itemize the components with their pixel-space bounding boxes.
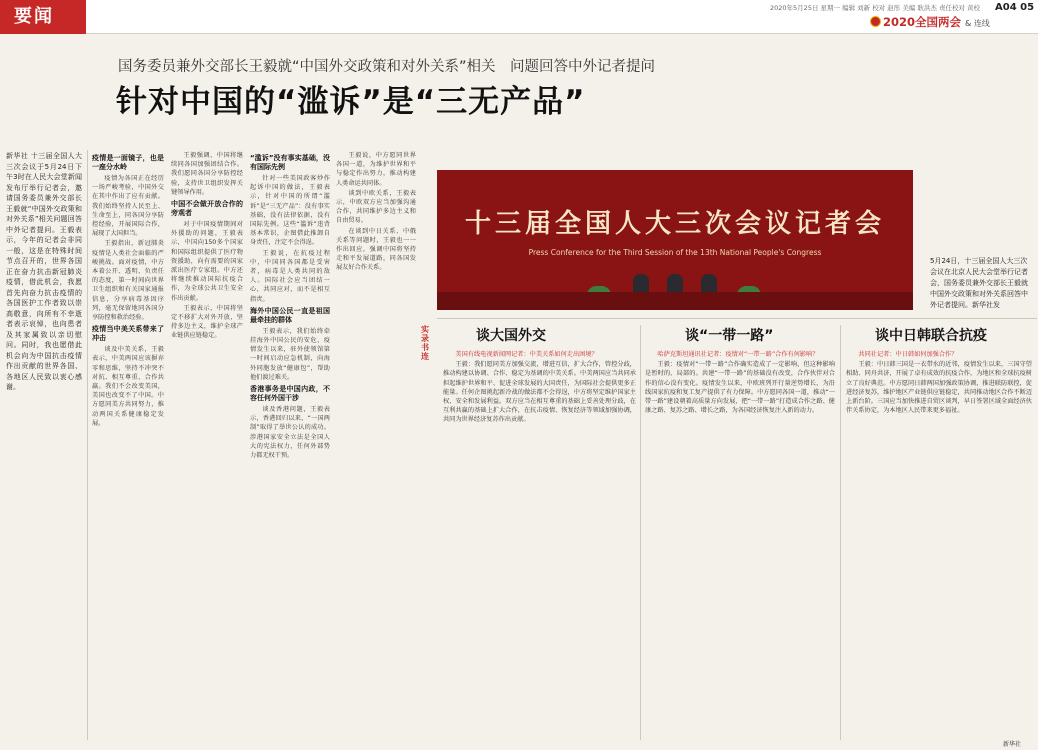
paragraph: 针对一些美国政客炒作起诉中国的做法，王毅表示，针对中国的所谓“滥诉”是“三无产品”：没有事实基础，没有法律依据，没有国际先例。这些“滥诉”违背基本常识，企图借此推卸自身责任，注定不会得逞。	[250, 175, 330, 247]
section-heading: 疫情是一面镜子，也是一座分水岭	[92, 154, 164, 171]
badge-sub: & 连线	[965, 19, 990, 28]
paragraph: 谈到中欧关系，王毅表示，中欧双方应当加强沟通合作，共同维护多边主义和自由贸易。	[336, 189, 416, 225]
section-heading: “滥诉”没有事实基础，没有国际先例	[250, 154, 330, 171]
paragraph: 谈及中美关系，王毅表示，中美两国应该摒弃零和思维，坚持不冲突不对抗、相互尊重、合作共赢。我们不会改变美国，美国也改变不了中国。中方愿同美方共同努力，推动两国关系健康稳定发展。	[92, 346, 164, 427]
box-divider	[840, 325, 841, 740]
paragraph: 谈及香港问题，王毅表示，香港回归以来，“一国两制”取得了举世公认的成功。涉港国家安全立法是全国人大的宪法权力，任何外部势力都无权干预。	[250, 406, 330, 460]
paragraph: 在谈到中日关系、中俄关系等问题时，王毅也一一作出回应，强调中国将坚持走和平发展道路，同各国发展友好合作关系。	[336, 227, 416, 272]
photo-title-cn: 十三届全国人大三次会议记者会	[464, 209, 885, 239]
page-number: A04 05	[995, 2, 1035, 13]
paragraph: 对于中国疫情期间对外援助的问题，王毅表示，中国向150多个国家和国际组织提供了医疗物资援助，向有需要的国家派出医疗专家组。中方还将继续推动国际抗疫合作，为全球公共卫生安全作出贡献。	[171, 221, 243, 302]
date-line: 2020年5月25日 星期一 编辑 刘新 校对 赵彤 美编 耿洪杰 责任校对 黄校	[770, 4, 981, 12]
speaker-table	[437, 292, 913, 310]
question: 共同社记者：中日韩如何加强合作？	[858, 351, 958, 358]
paragraph: 王毅说，在抗疫过程中，中国同各国都是受害者，病毒是人类共同的敌人。国际社会应当团结一心，共同应对，而不是相互指责。	[250, 249, 330, 303]
box-title-belt-road: 谈“一带一路”	[685, 328, 774, 344]
paragraph: 王毅表示，中国将坚定不移扩大对外开放，坚持多边主义，维护全球产业链供应链稳定。	[171, 304, 243, 340]
box-title-major-country: 谈大国外交	[476, 328, 546, 344]
box-title-cjk: 谈中日韩联合抗疫	[875, 328, 987, 344]
reporter-credit: 新华社	[1003, 741, 1022, 748]
article-headline: 针对中国的“滥诉”是“三无产品”	[116, 84, 586, 120]
paragraph: 王毅表示，我们始终牵挂海外中国公民的安危，疫情发生以来，驻外使领馆第一时间启动应急机制，向海外同胞发放“健康包”，帮助他们渡过难关。	[250, 327, 330, 381]
article-column-2	[171, 151, 243, 741]
two-sessions-badge: 2020全国两会 & 连线	[870, 14, 990, 30]
paragraph: 王毅说，中方愿同世界各国一道，为维护世界和平与稳定作出努力，推动构建人类命运共同体。	[336, 152, 416, 187]
question: 哈萨克斯坦通讯社记者：疫情对“一带一路”合作有何影响？	[657, 351, 819, 358]
section-heading: 中国不会做开放合作的旁观者	[171, 200, 243, 218]
column-divider	[87, 150, 88, 740]
answer: 王毅：疫情对“一带一路”合作确实造成了一定影响，但这种影响是暂时的、局部的。共建“一带一路”的基础没有改变，合作伙伴对合作的信心没有变化。疫情发生以来，中欧班列开行量逆势增长，为沿线国家抗疫和复工复产提供了有力保障。中方愿同各国一道，推动“一带一路”建设朝着高质量方向发展，把“一带一路”打造成合作之路、健康之路、复苏之路、增长之路，为各国经济恢复注入新的动力。	[645, 361, 835, 415]
vertical-label: 实录书连	[421, 325, 429, 361]
article-column-4	[336, 151, 416, 741]
answer: 王毅：中日韩三国是一衣带水的近邻，疫情发生以来，三国守望相助、同舟共济，开展了卓有成效的抗疫合作，为地区和全球抗疫树立了良好典范。中方愿同日韩两国加强政策协调，推进联防联控，促进经济复苏，维护地区产业链供应链稳定，共同推动地区合作不断迈上新台阶。三国应当加快推进自贸区谈判，早日签署区域全面经济伙伴关系协定，为本地区人民带来更多福祉。	[846, 361, 1032, 415]
paragraph: 王毅强调，中国将继续同各国加强团结合作。我们愿同各国分享防控经验，支持世卫组织发挥关键领导作用。	[171, 152, 243, 196]
box-text-belt-road	[645, 350, 835, 740]
section-heading: 海外中国公民一直是祖国最牵挂的群体	[250, 306, 330, 324]
photo-title-en: Press Conference for the Third Session of the 13th National People's Congress	[528, 248, 822, 257]
photo-caption: 5月24日，十三届全国人大三次会议在北京人民大会堂举行记者会，国务委员兼外交部长王毅就中国外交政策和对外关系回答中外记者提问。新华社发	[930, 257, 1028, 309]
answer: 王毅：我们愿同美方加强交流，增进互信，扩大合作，管控分歧，推动构建以协调、合作、稳定为基调的中美关系。中美两国应当共同承担起维护世界和平、促进全球发展的大国责任，为国际社会提供更多正能量。任何企图挑起新冷战的做法都不会得逞，中方将坚定维护国家主权、安全和发展利益。双方应当在相互尊重的基础上妥善处理分歧，在互利共赢的基础上扩大合作，在抗击疫情、恢复经济等领域加强协调，共同为世界经济复苏作出贡献。	[443, 361, 636, 424]
section-heading: 疫情当中美关系带来了冲击	[92, 325, 164, 343]
paragraph: 王毅指出，新冠肺炎疫情是人类社会面临的严峻挑战。面对疫情，中方本着公开、透明、负责任的态度，第一时间向世界卫生组织和有关国家通报信息，分享病毒基因序列，毫无保留地同各国分享防控和救治经验。	[92, 240, 164, 322]
press-conference-photo	[437, 170, 913, 310]
article-lede: 新华社 十三届全国人大三次会议于5月24日下午3时在人民大会堂新闻发布厅举行记者会，邀请国务委员兼外交部长王毅就“中国外交政策和对外关系”相关问题回答中外记者提问。王毅表示，今年的记者会非同一般，这是在特殊时间节点召开的，世界各国正在奋力抗击新冠肺炎疫情，借此机会，我愿首先向奋力抗击疫情的各国医护工作者致以崇高敬意，向所有不幸逝者表示哀悼，也向患者及其家属致以亲切慰问。同时，我也愿借此机会向为中国抗击疫情作出贡献的世界各国、各地区人民致以衷心感谢。	[6, 152, 82, 391]
box-text-major-country	[443, 350, 636, 740]
article-column-1	[92, 151, 164, 741]
masthead-bar	[0, 0, 1038, 34]
paragraph: 疫情为各国正在经历一场严峻考验，中国外交在其中作出了应有贡献。我们始终坚持人民至上、生命至上，同各国分享防控经验，开展国际合作，展现了大国担当。	[92, 175, 164, 238]
section-heading: 香港事务是中国内政，不容任何外国干涉	[250, 385, 330, 403]
question: 美国有线电视新闻网记者：中美关系如何走出困境？	[455, 351, 598, 358]
article-column-3	[250, 151, 330, 741]
box-divider	[640, 325, 641, 740]
section-tag: 要闻	[0, 0, 86, 34]
box-text-cjk	[846, 350, 1032, 735]
box-top-rule	[437, 318, 1037, 319]
article-subtitle: 国务委员兼外交部长王毅就“中国外交政策和对外关系”相关 问题回答中外记者提问	[118, 59, 656, 75]
national-emblem-icon	[870, 16, 881, 27]
